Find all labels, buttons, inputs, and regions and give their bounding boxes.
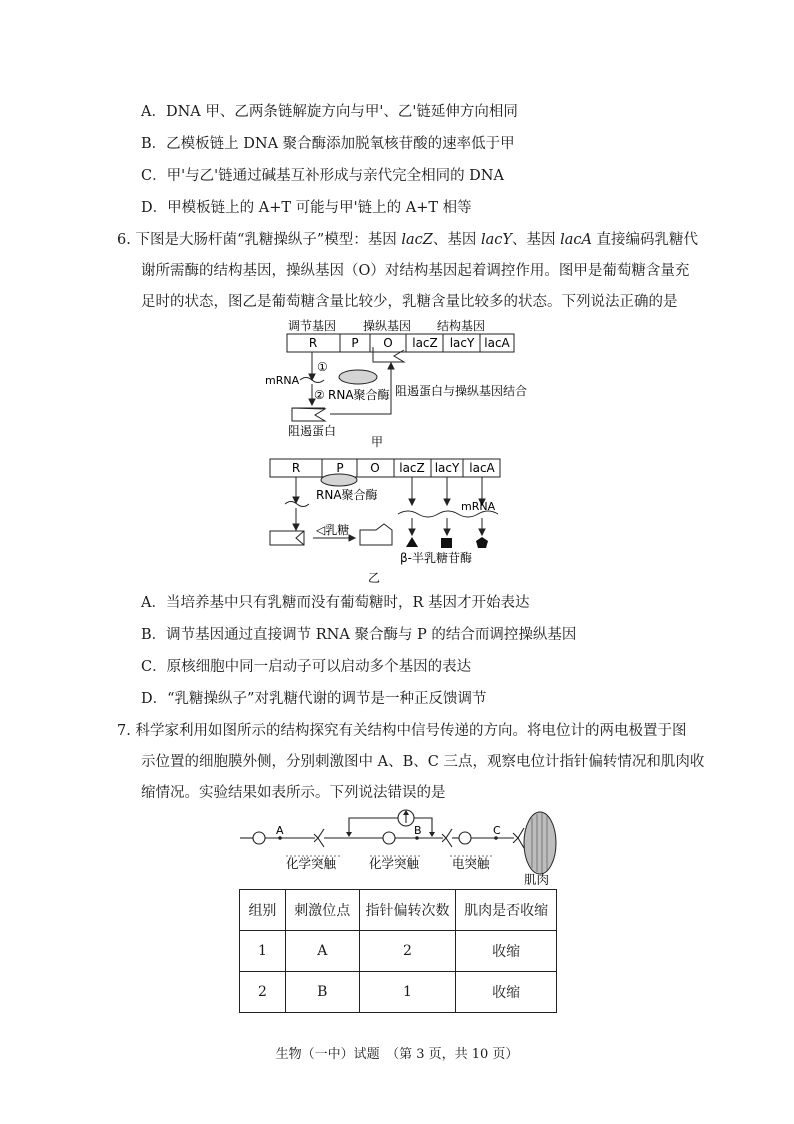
cell: 2 [359,931,456,972]
segment-p: P [336,461,344,475]
step-1-marker: ① [317,360,328,374]
q6-option-b: B．调节基因通过直接调节 RNA 聚合酶与 P 的结合而调控操纵基因 [141,627,577,643]
header-cell: 指针偏转次数 [359,890,456,931]
mrna-label: mRNA [461,500,496,513]
table-header-row [240,890,557,931]
q5-option-d: D．甲模板链上的 A+T 可能与甲'链上的 A+T 相等 [141,200,472,216]
segment-laca: lacA [469,461,495,475]
segment-o: O [383,336,393,350]
cell: A [285,931,359,972]
q5-option-c: C．甲'与乙'链通过碱基互补形成与亲代完全相同的 DNA [141,168,504,184]
q7-stem-line3: 缩情况。实验结果如表所示。下列说法错误的是 [141,785,446,801]
segment-r: R [308,336,318,350]
table-row [240,931,557,972]
beta-galactosidase-label: β-半乳糖苷酶 [400,551,472,565]
header-cell: 组别 [240,890,286,931]
caption-yi: 乙 [368,571,381,585]
results-table [239,889,557,1013]
rna-polymerase-label: RNA聚合酶 [316,488,378,502]
stem-text: 下图是大肠杆菌“乳糖操纵子”模型：基因 [135,232,402,248]
page-footer: 生物（一中）试题 （第 3 页，共 10 页） [275,1047,519,1062]
muscle-label: 肌肉 [524,872,550,887]
electrical-synapse-label: 电突触 [452,856,490,871]
header-cell: 肌肉是否收缩 [456,890,557,931]
segment-lacz: lacZ [412,336,438,350]
gene-name: lacA [560,232,592,248]
stem-text: 、基因 [432,232,481,248]
segment-lacy: lacY [449,336,475,350]
repressor-label: 阻遏蛋白 [288,424,337,438]
q6-stem-line3: 足时的状态，图乙是葡萄糖含量比较少，乳糖含量比较多的状态。下列说法正确的是 [141,294,678,310]
question-number: 6. [117,232,131,248]
segment-p: P [351,336,359,350]
label-structural-gene: 结构基因 [437,319,486,333]
question-number: 7. [117,723,131,739]
stem-text: 直接编码乳糖代 [591,232,699,248]
header-cell: 刺激位点 [285,890,359,931]
chemical-synapse-2-label: 化学突触 [369,856,420,871]
gene-name: lacY [480,232,512,248]
q6-option-d: D．“乳糖操纵子”对乳糖代谢的调节是一种正反馈调节 [141,691,487,707]
segment-lacz: lacZ [399,461,425,475]
q5-option-b: B．乙模板链上 DNA 聚合酶添加脱氧核苷酸的速率低于甲 [141,136,515,152]
cell: 收缩 [456,972,557,1013]
cell: 1 [240,931,286,972]
stem-text: 科学家利用如图所示的结构探究有关结构中信号传递的方向。将电位计的两电极置于图 [135,723,687,739]
q6-stem-line1 [117,230,698,250]
segment-lacy: lacY [434,461,460,475]
table-row [240,972,557,1013]
cell: B [285,972,359,1013]
label-regulatory-gene: 调节基因 [288,319,337,333]
q6-stem-line2: 谢所需酶的结构基因，操纵基因（O）对结构基因起着调控作用。图甲是葡萄糖含量充 [141,263,690,279]
cell: 2 [240,972,286,1013]
lac-operon-diagram [262,318,532,588]
q6-option-c: C．原核细胞中同一启动子可以启动多个基因的表达 [141,659,472,675]
segment-laca: lacA [484,336,510,350]
q6-option-a: A．当培养基中只有乳糖而没有葡萄糖时，R 基因才开始表达 [141,595,530,611]
point-a-label: A [276,824,284,837]
chemical-synapse-1-label: 化学突触 [286,856,337,871]
mrna-label: mRNA [265,374,300,387]
lactose-label: ◁乳糖 [316,523,350,537]
rna-polymerase-label: RNA聚合酶 [328,388,390,402]
gene-name: lacZ [401,232,433,248]
q7-stem-line1 [117,721,686,741]
point-b-label: B [414,824,422,837]
q5-option-a: A．DNA 甲、乙两条链解旋方向与甲'、乙'链延伸方向相同 [141,104,518,120]
caption-jia: 甲 [371,435,384,449]
segment-o: O [370,461,380,475]
neuron-synapse-diagram [238,808,568,888]
cell: 1 [359,972,456,1013]
stem-text: 、基因 [511,232,561,248]
cell: 收缩 [456,931,557,972]
step-2-marker: ② [314,388,325,402]
repressor-binding-label: 阻遏蛋白与操纵基因结合 [395,384,528,398]
q7-stem-line2: 示位置的细胞膜外侧，分别刺激图中 A、B、C 三点，观察电位计指针偏转情况和肌肉收 [141,754,705,770]
label-operator-gene: 操纵基因 [363,319,412,333]
point-c-label: C [493,824,501,837]
segment-r: R [291,461,301,475]
